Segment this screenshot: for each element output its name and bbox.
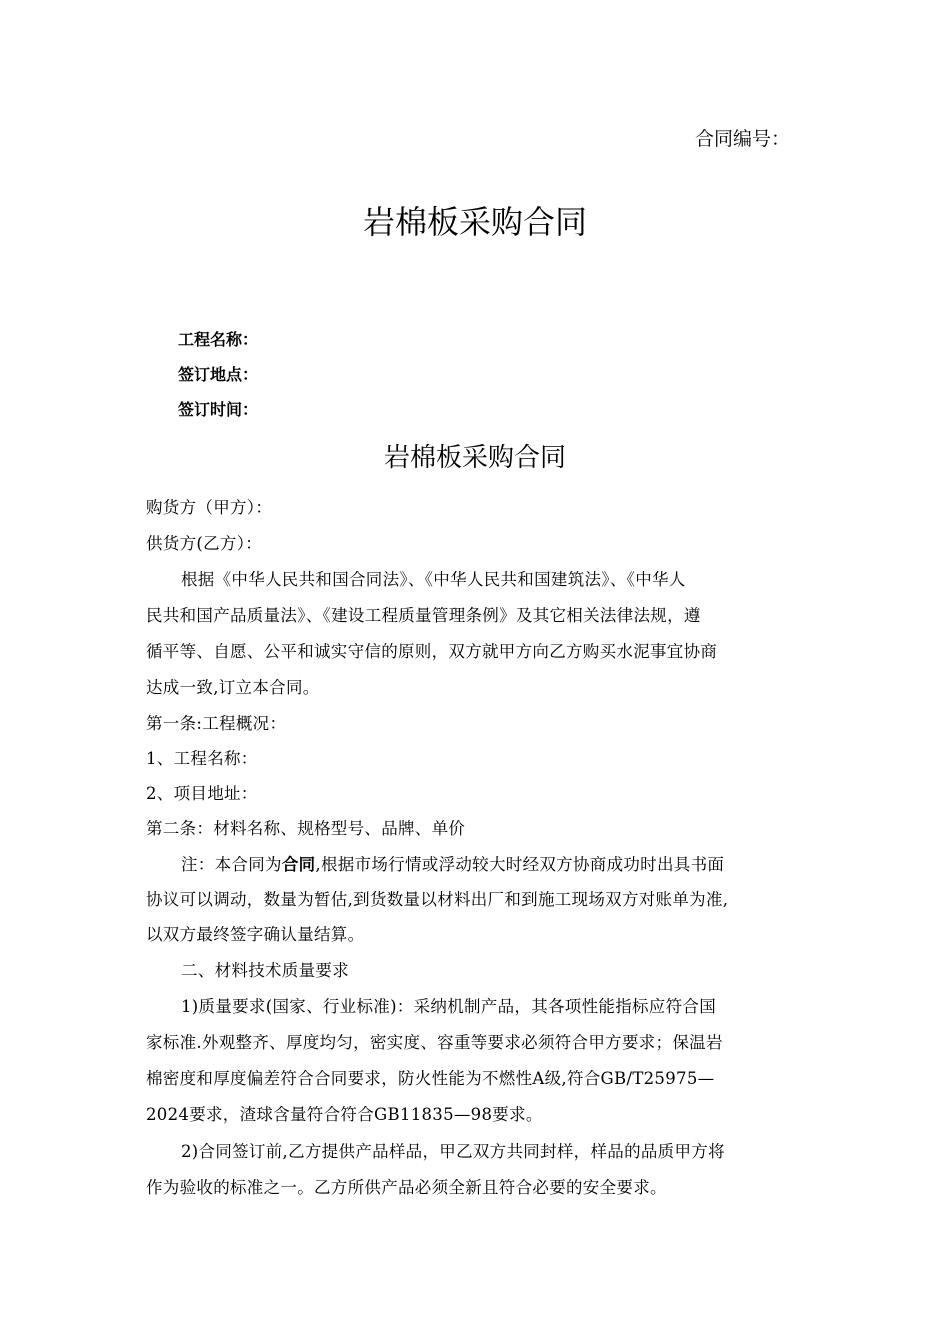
preamble-line-3: 循平等、自愿、公平和诚实守信的原则，双方就甲方向乙方购买水泥事宜协商 — [146, 642, 718, 661]
article1-item-1: 1、工程名称： — [146, 749, 258, 768]
sign-place-field: 签订地点： — [178, 365, 259, 384]
project-name-field: 工程名称： — [178, 330, 259, 349]
buyer-party-line: 购货方（甲方）： — [146, 498, 273, 517]
note-rest: ,根据市场行情或浮动较大时经双方协商成功时出具书面 — [315, 855, 725, 874]
note-bold-word: 合同 — [281, 855, 316, 874]
preamble-line-2: 民共和国产品质量法》、《建设工程质量管理条例》及其它相关法律法规，遵 — [146, 606, 701, 625]
sign-time-field: 签订时间： — [178, 400, 259, 419]
preamble-line-4: 达成一致,订立本合同。 — [146, 678, 320, 697]
req1-line-3: 棉密度和厚度偏差符合合同要求，防火性能为不燃性A级,符合GB/T25975— — [146, 1069, 715, 1088]
req2-line-1: 2)合同签订前,乙方提供产品样品，甲乙双方共同封样，样品的品质甲方将 — [181, 1142, 725, 1161]
req1-line-1: 1)质量要求(国家、行业标准)：采纳机制产品，其各项性能指标应符合国 — [181, 997, 717, 1016]
req2-line-2: 作为验收的标准之一。乙方所供产品必须全新且符合必要的安全要求。 — [146, 1178, 667, 1197]
note-prefix: 注：本合同为 — [181, 855, 282, 874]
page-title: 岩棉板采购合同 — [362, 203, 587, 241]
section2-heading: 二、材料技术质量要求 — [181, 961, 349, 980]
req1-line-2: 家标准.外观整齐、厚度均匀，密实度、容重等要求必须符合甲方要求；保温岩 — [146, 1033, 723, 1052]
note-line-1 — [181, 851, 724, 875]
note-line-3: 以双方最终签字确认量结算。 — [146, 925, 365, 944]
contract-number-label: 合同编号： — [695, 128, 791, 150]
article1-heading: 第一条:工程概况： — [146, 714, 287, 733]
article1-item-2: 2、项目地址： — [146, 784, 258, 803]
supplier-party-line: 供货方(乙方）： — [146, 534, 263, 553]
article2-heading: 第二条：材料名称、规格型号、品牌、单价 — [146, 819, 466, 838]
section-title: 岩棉板采购合同 — [383, 443, 566, 473]
req1-line-4: 2024要求，渣球含量符合符合GB11835—98要求。 — [146, 1105, 543, 1124]
preamble-line-1: 根据《中华人民共和国合同法》、《中华人民共和国建筑法》、《中华人 — [181, 570, 686, 589]
note-line-2: 协议可以调动，数量为暂估,到货数量以材料出厂和到施工现场双方对账单为准, — [146, 890, 729, 909]
